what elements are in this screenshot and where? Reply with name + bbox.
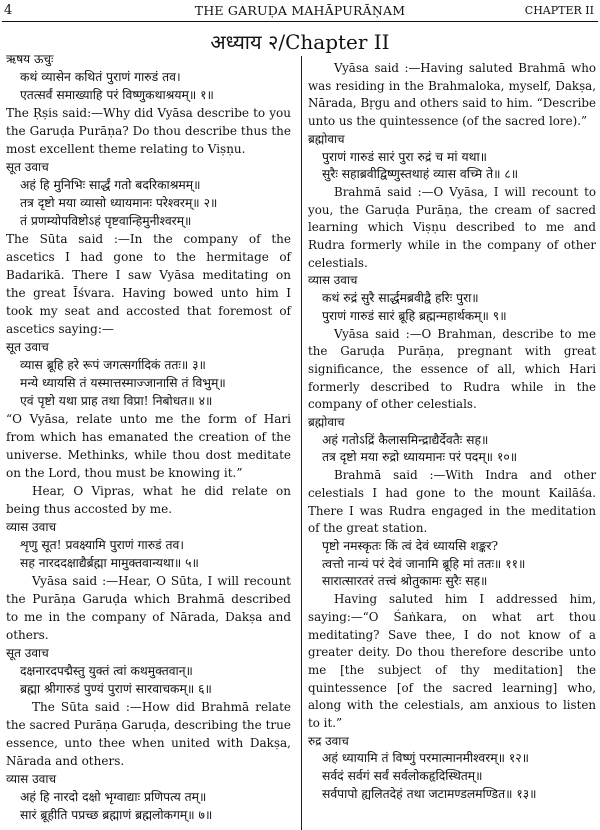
translation-paragraph: Vyāsa said :—Having saluted Brahmā who was residing in the Brahmaloka, myself, Dakṣa, Nārada, Bṛgu and others said to him. “Describe unto us the quintessence (of the sacred lore).”	[308, 61, 596, 129]
sanskrit-verse-line: एतत्सर्वं समाख्याहि परं विष्णुकथाश्रयम्॥ १॥	[20, 88, 214, 102]
sanskrit-verse-line: अहं गतोऽद्रिं कैलासमिन्द्राद्यैर्देवतैः सह॥	[322, 432, 489, 447]
sanskrit-verse-line: ब्रह्मा श्रीगारुडं पुण्यं पुराणं सारवाचकम्॥ ६॥	[20, 682, 212, 696]
speaker-label: व्यास उवाच	[308, 273, 358, 288]
sanskrit-verse-line: अहं हि नारदो दक्षो भृग्वाद्याः प्रणिपत्य तम्॥	[20, 790, 207, 804]
translation-paragraph: Brahmā said :—With Indra and other celestials I had gone to the mount Kailāśa. There I was Rudra engaged in the meditation of the great station.	[308, 468, 596, 536]
speaker-label: व्यास उवाच	[6, 520, 57, 534]
left-column	[6, 50, 291, 824]
translation-paragraph: Vyāsa said :—O Brahman, describe to me the Garuḍa Purāṇa, pregnant with great significance, the essence of all, which Hari formerly described to Rudra while in the company of other celestials.	[308, 326, 596, 412]
translation-paragraph: Hear, O Vipras, what he did relate on being thus accosted by me.	[6, 484, 291, 516]
sanskrit-verse-line: तत्र दृष्टो मया व्यासो ध्यायमानः परेश्वरम्॥ २॥	[20, 196, 218, 210]
sanskrit-verse-line: सारात्सारतरं तत्त्वं श्रोतुकामः सुरैः सह॥	[322, 574, 488, 589]
translation-paragraph: Vyāsa said :—Hear, O Sūta, I will recount the Purāṇa Garuḍa which Brahmā described to me in the company of Nārada, Dakṣa and others.	[6, 574, 291, 642]
sanskrit-verse-line: सह नारददक्षाद्यैर्ब्रह्मा मामुक्तवान्यथा॥ ५॥	[20, 556, 199, 570]
sanskrit-verse-line: मन्ये ध्यायसि तं यस्मात्तस्माज्जानासि तं विभुम्॥	[20, 376, 226, 390]
sanskrit-verse-line: दक्षनारदपद्मैस्तु युक्तं त्वां कथमुक्तवान्॥	[20, 664, 193, 678]
chapter-label: CHAPTER II	[524, 4, 594, 17]
sanskrit-verse-line: पुराणं गारुडं सारं पुरा रुद्रं च मां यथा॥	[322, 149, 487, 164]
sanskrit-verse-line: सारं ब्रूहीति पप्रच्छ ब्रह्माणं ब्रह्मलोकगम्॥ ७॥	[20, 808, 213, 822]
speaker-label: ब्रह्मोवाच	[308, 131, 345, 146]
page-header	[0, 0, 600, 24]
sanskrit-verse-line: अहं ध्यायामि तं विष्णुं परमात्मानमीश्वरम्॥ १२॥	[322, 751, 530, 766]
sanskrit-verse-line: सर्वपापो ह्यलितदेहं तथा जटामण्डलमण्डित॥ १३॥	[322, 786, 537, 801]
sanskrit-verse-line: कथं रुद्रं सुरै सार्द्धमब्रवीद्वै हरिः पुरा॥	[322, 291, 479, 306]
sanskrit-verse-line: पृष्टो नमस्कृतः किं त्वं देवं ध्यायसि शङ्कर?	[322, 538, 499, 553]
translation-paragraph: Brahmā said :—O Vyāsa, I will recount to you, the Garuḍa Purāṇa, the cream of sacred learning which Viṣṇu described to me and Rudra formerly while in the company of other celestials.	[308, 184, 596, 270]
sanskrit-verse-line: सर्वदं सर्वगं सर्वं सर्वलोकहृदिस्थितम्॥	[322, 769, 483, 784]
sanskrit-verse-line: शृणु सूत! प्रवक्ष्यामि पुराणं गारुडं तव।	[20, 538, 185, 552]
right-column	[308, 60, 596, 804]
running-title: THE GARUḌA MAHĀPURĀṆAM	[194, 3, 406, 18]
speaker-label: सूत उवाच	[6, 340, 49, 354]
sanskrit-verse-line: अहं हि मुनिभिः सार्द्धं गतो बदरिकाश्रमम्॥	[20, 178, 201, 192]
speaker-label: ब्रह्मोवाच	[308, 415, 345, 430]
translation-paragraph: The Sūta said :—In the company of the ascetics I had gone to the hermitage of Badarikā. There I saw Vyāsa meditating on the great Īśvara. Having bowed unto him I took my seat and accosted that foremost of ascetics saying:—	[6, 232, 291, 336]
translation-paragraph: The Sūta said :—How did Brahmā relate the sacred Purāṇa Garuḍa, describing the true essence, unto thee when united with Dakṣa, Nārada and others.	[6, 700, 291, 768]
speaker-label: सूत उवाच	[6, 646, 49, 660]
header-rule	[2, 21, 598, 22]
chapter-title: अध्याय २/Chapter II	[210, 30, 390, 54]
speaker-label: सूत उवाच	[6, 160, 49, 174]
sanskrit-verse-line: कथं व्यासेन कथितं पुराणं गारुडं तव।	[20, 70, 181, 84]
column-divider	[301, 56, 302, 830]
speaker-label: व्यास उवाच	[6, 772, 57, 786]
speaker-label: ऋषय ऊचुः	[6, 52, 54, 66]
speaker-label: रुद्र उवाच	[308, 733, 349, 748]
sanskrit-verse-line: पुराणं गारुडं सारं ब्रूहि ब्रह्मन्महार्थकम्॥ ९॥	[322, 308, 507, 323]
translation-paragraph: The Ṛṣis said:—Why did Vyāsa describe to you the Garuḍa Purāṇa? Do thou describe thus the most excellent theme relating to Viṣṇu.	[6, 106, 291, 156]
sanskrit-verse-line: सुरैः सहाब्रवीद्विष्णुस्तथाहं व्यास वच्मि ते॥ ८॥	[322, 167, 519, 182]
sanskrit-verse-line: तत्र दृष्टो मया रुद्रो ध्यायमानः परं पदम्॥ १०॥	[322, 450, 518, 465]
sanskrit-verse-line: त्वत्तो नान्यं परं देवं जानामि ब्रूहि मां ततः॥ ११॥	[322, 556, 526, 571]
sanskrit-verse-line: एवं पृष्टो यथा प्राह तथा विप्रा! निबोधत॥ ४॥	[20, 394, 213, 408]
page-number: 4	[4, 3, 13, 18]
translation-paragraph: Having saluted him I addressed him, saying:—“O Śaṅkara, on what art thou meditating? Save thee, I do not know of a greater deity. Do thou therefore describe unto me [the subject of thy meditation] the quintessence [of the sacred learning] who, along with the celestials, am anxious to listen to it.”	[308, 592, 596, 731]
sanskrit-verse-line: तं प्रणम्योपविष्टोऽहं पृष्टवान्हिमुनीश्वरम्॥	[20, 214, 192, 228]
sanskrit-verse-line: व्यास ब्रूहि हरे रूपं जगत्सर्गादिकं ततः॥ ३॥	[20, 358, 206, 372]
translation-paragraph: “O Vyāsa, relate unto me the form of Hari from which has emanated the creation of the universe. Methinks, while thou dost meditate on the Lord, thou must be knowing it.”	[6, 412, 291, 480]
